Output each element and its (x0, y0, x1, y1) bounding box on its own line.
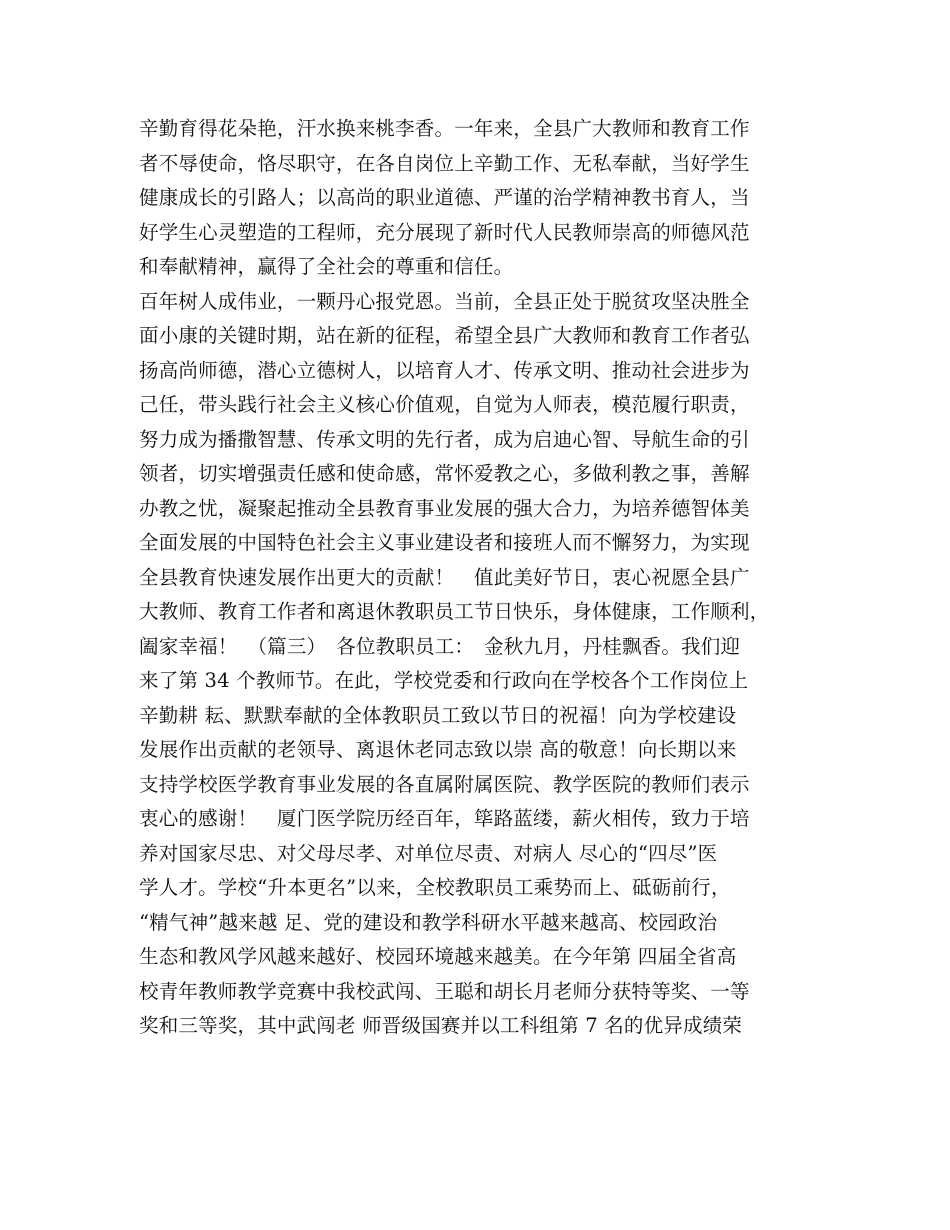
text-line: 衷心的感谢！ 厦门医学院历经百年，筚路蓝缕，薪火相传，致力于培 (139, 807, 750, 830)
text-line: 和奉献精神，赢得了全社会的尊重和信任。 (139, 255, 514, 278)
text-line: 辛勤耕 耘、默默奉献的全体教职员工致以节日的祝福！向为学校建设 (139, 703, 737, 727)
text-line: 支持学校医学教育事业发展的各直属附属医院、教学医院的教师们表示 (139, 772, 750, 796)
text-line: 领者，切实增强责任感和使命感，常怀爱教之心，多做利教之事，善解 (139, 462, 750, 485)
text-line: 百年树人成伟业，一颗丹心报党恩。当前，全县正处于脱贫攻坚决胜全 (139, 289, 750, 313)
text-line: 校青年教师教学竞赛中我校武闯、王聪和胡长月老师分获特等奖、一等 (139, 979, 750, 1003)
text-line: “精气神”越来越 足、党的建设和教学科研水平越来越高、校园政治 (139, 910, 718, 934)
text-line: 努力成为播撒智慧、传承文明的先行者，成为启迪心智、导航生命的引 (139, 427, 750, 451)
text-line: 全面发展的中国特色社会主义事业建设者和接班人而不懈努力，为实现 (139, 531, 750, 554)
text-line: 全县教育快速发展作出更大的贡献！ 值此美好节日，衷心祝愿全县广 (139, 565, 750, 589)
text-line: 健康成长的引路人；以高尚的职业道德、严谨的治学精神教书育人，当 (139, 186, 750, 209)
text-line: 者不辱使命，恪尽职守，在各自岗位上辛勤工作、无私奉献，当好学生 (139, 151, 750, 175)
text-line: 奖和三等奖，其中武闯老 师晋级国赛并以工科组第 7 名的优异成绩荣 (139, 1014, 743, 1037)
text-line: 发展作出贡献的老领导、离退休老同志致以崇 高的敬意！向长期以来 (139, 738, 737, 761)
text-line: 好学生心灵塑造的工程师，充分展现了新时代人民教师崇高的师德风范 (139, 220, 750, 244)
text-line: 办教之忧，凝聚起推动全县教育事业发展的强大合力，为培养德智体美 (139, 496, 750, 520)
text-line: 阖家幸福！ （篇三） 各位教职员工： 金秋九月，丹桂飘香。我们迎 (139, 634, 741, 658)
text-line: 大教师、教育工作者和离退休教职员工节日快乐，身体健康，工作顺利， (139, 600, 770, 623)
text-line: 来了第 34 个教师节。在此，学校党委和行政向在学校各个工作岗位上 (139, 669, 749, 692)
body-text (139, 112, 819, 1044)
text-line: 辛勤育得花朵艳，汗水换来桃李香。一年来，全县广大教师和教育工作 (139, 117, 750, 140)
text-line: 己任，带头践行社会主义核心价值观，自觉为人师表，模范履行职责， (139, 393, 750, 416)
text-line: 学人才。学校“升本更名”以来，全校教职员工乘势而上、砥砺前行， (139, 876, 731, 899)
text-line: 生态和教风学风越来越好、校园环境越来越美。在今年第 四届全省高 (139, 945, 737, 968)
text-line: 养对国家尽忠、对父母尽孝、对单位尽责、对病人 尽心的“四尽”医 (139, 841, 718, 865)
text-line: 面小康的关键时期，站在新的征程，希望全县广大教师和教育工作者弘 (139, 324, 750, 347)
text-line: 扬高尚师德，潜心立德树人，以培育人才、传承文明、推动社会进步为 (139, 358, 750, 382)
